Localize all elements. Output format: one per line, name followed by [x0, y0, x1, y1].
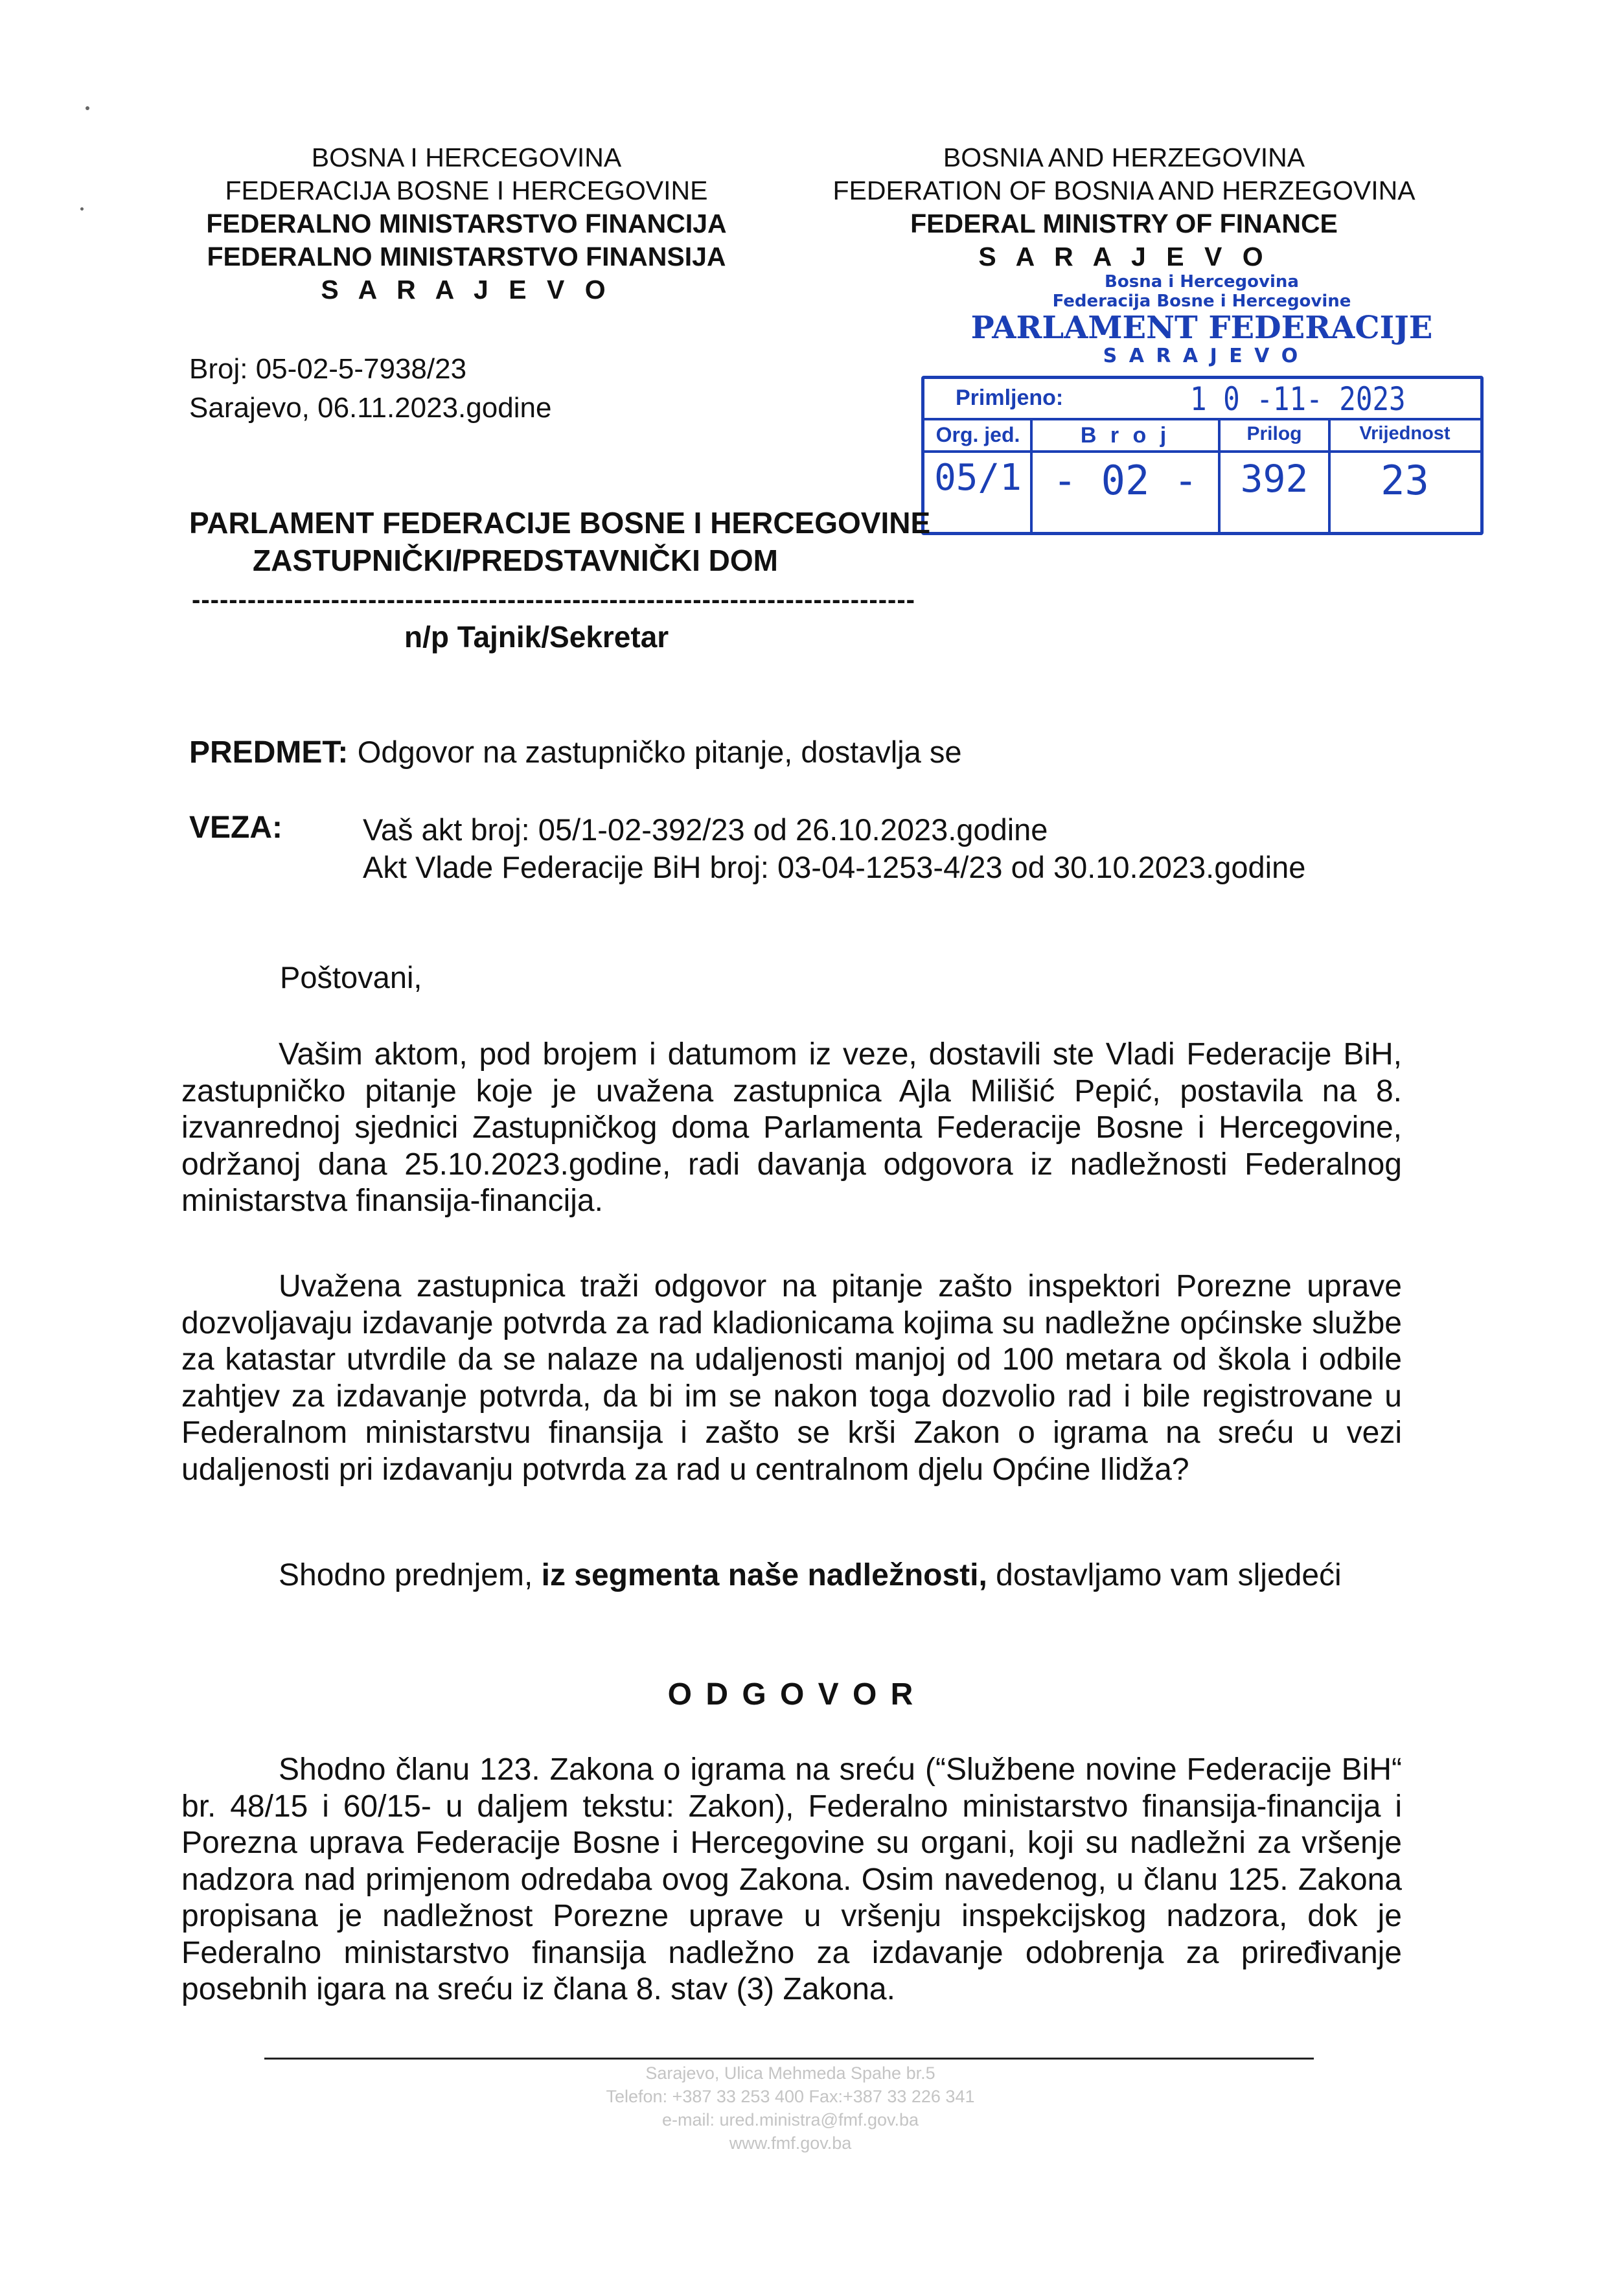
stamp-received-date: 1 0 -11- 2023	[1190, 380, 1406, 418]
stamp-col-prilog: Prilog	[1246, 423, 1302, 444]
scan-speck	[80, 207, 84, 211]
stamp-col-org: Org. jed.	[935, 423, 1020, 446]
received-stamp-header	[920, 272, 1484, 368]
link-label: VEZA:	[189, 810, 282, 845]
stamp-federation: Federacija Bosne i Hercegovine	[1052, 292, 1351, 311]
body-paragraph-4: Shodno članu 123. Zakona o igrama na sreću (“Službene novine Federacije BiH“ br. 48/15 i 60/15- u daljem tekstu: Zakon), Federalno ministarstvo finansija-financija i Porezna uprava Federacije Bosne i Hercegovine su organi, koji su nadležni za vršenje nadzora nad primjenom odredaba ovog Zakona. Osim navedenog, u članu 125. Zakona propisana je nadležnost Porezne uprave u vršenju inspekcijskog nadzora, dok je Federalno ministarstvo finansija nadležno za izdavanje odobrenja za priređivanje posebnih igara na sreću iz člana 8. stav (3) Zakona.	[181, 1752, 1402, 2006]
header-right-city: S A R A J E V O	[978, 242, 1270, 271]
link-line-1: Vaš akt broj: 05/1-02-392/23 od 26.10.2023.godine	[363, 812, 1048, 847]
subject-text: Odgovor na zastupničko pitanje, dostavlja se	[357, 735, 962, 769]
body-paragraph-1: Vašim aktom, pod brojem i datumom iz veze, dostavili ste Vladi Federacije BiH, zastupničko pitanje koje je uvažena zastupnica Ajla Milišić Pepić, postavila na 8. izvanrednoj sjednici Zastupničkog doma Parlamenta Federacije Bosne i Hercegovine, održanoj dana 25.10.2023.godine, radi davanja odgovora iz nadležnosti Federalnog ministarstva finansija-financija.	[181, 1037, 1402, 1218]
link-line-2: Akt Vlade Federacije BiH broj: 03-04-1253-4/23 od 30.10.2023.godine	[363, 850, 1306, 884]
stamp-val-prilog: 392	[1240, 457, 1309, 501]
body-paragraph-2: Uvažena zastupnica traži odgovor na pitanje zašto inspektori Porezne uprave dozvoljavaju izdavanje potvrda za rad kladionicama kojima su nadležne općinske službe za katastar utvrdile da se nalaze na udaljenosti manjoj od 100 metara od škola i odbile zahtjev za izdavanje potvrda, da bi im se nakon toga dozvolio rad i bile registrovane u Federalnom ministarstvu finansija i zašto se krši Zakon o igrama na sreću u vezi udaljenosti pri izdavanju potvrda za rad u centralnom djelu Općine Ilidža?	[181, 1269, 1402, 1487]
body-paragraph-3-end: dostavljamo vam sljedeći	[987, 1558, 1342, 1592]
subject-block	[189, 733, 962, 771]
footer-website: www.fmf.gov.ba	[729, 2133, 852, 2153]
header-left-country: BOSNA I HERCEGOVINA	[311, 143, 622, 172]
footer-phone: Telefon: +387 33 253 400 Fax:+387 33 226 341	[606, 2087, 975, 2106]
header-right-ministry: FEDERAL MINISTRY OF FINANCE	[910, 209, 1338, 238]
footer-block	[453, 2061, 1127, 2155]
footer-rule	[264, 2058, 1314, 2060]
header-right-federation: FEDERATION OF BOSNIA AND HERZEGOVINA	[832, 176, 1416, 205]
header-right	[797, 141, 1451, 273]
header-left-ministry-1: FEDERALNO MINISTARSTVO FINANCIJA	[206, 209, 727, 238]
body-paragraph-3-start: Shodno prednjem,	[279, 1558, 542, 1592]
body-paragraph-3-emphasis: iz segmenta naše nadležnosti,	[541, 1558, 987, 1592]
stamp-parliament: PARLAMENT FEDERACIJE	[970, 310, 1433, 346]
addressee-attention: n/p Tajnik/Sekretar	[404, 620, 669, 654]
scan-speck	[86, 106, 89, 110]
footer-address: Sarajevo, Ulica Mehmeda Spahe br.5	[645, 2063, 935, 2083]
stamp-city: S A R A J E V O	[1103, 345, 1301, 367]
subject-label: PREDMET:	[189, 735, 349, 770]
header-left-city: S A R A J E V O	[321, 275, 612, 304]
body-paragraph-3	[181, 1557, 1402, 1594]
header-right-country: BOSNIA AND HERZEGOVINA	[943, 143, 1305, 172]
stamp-received-label: Primljeno:	[956, 385, 1064, 410]
header-left	[181, 141, 751, 306]
stamp-val-org: 05/1	[934, 457, 1022, 499]
addressee-separator: ------------------------------------------------------------------------------	[192, 586, 915, 614]
stamp-col-vrijednost: Vrijednost	[1359, 423, 1451, 444]
stamp-val-broj: - 02 -	[1053, 457, 1198, 504]
header-left-ministry-2: FEDERALNO MINISTARSTVO FINANSIJA	[207, 242, 726, 271]
answer-heading: O D G O V O R	[667, 1677, 916, 1712]
header-left-federation: FEDERACIJA BOSNE I HERCEGOVINE	[225, 176, 708, 205]
stamp-val-vrijednost: 23	[1381, 457, 1429, 504]
salutation: Poštovani,	[280, 960, 422, 994]
reference-date: Sarajevo, 06.11.2023.godine	[189, 392, 552, 424]
stamp-col-broj: B r o j	[1080, 423, 1171, 448]
reference-block	[189, 350, 551, 428]
stamp-country: Bosna i Hercegovina	[1105, 272, 1299, 292]
addressee-parliament: PARLAMENT FEDERACIJE BOSNE I HERCEGOVINE	[189, 506, 931, 540]
footer-email: e-mail: ured.ministra@fmf.gov.ba	[661, 2110, 919, 2130]
received-stamp	[921, 376, 1484, 535]
addressee-house: ZASTUPNIČKI/PREDSTAVNIČKI DOM	[253, 544, 778, 577]
reference-number: Broj: 05-02-5-7938/23	[189, 353, 467, 385]
